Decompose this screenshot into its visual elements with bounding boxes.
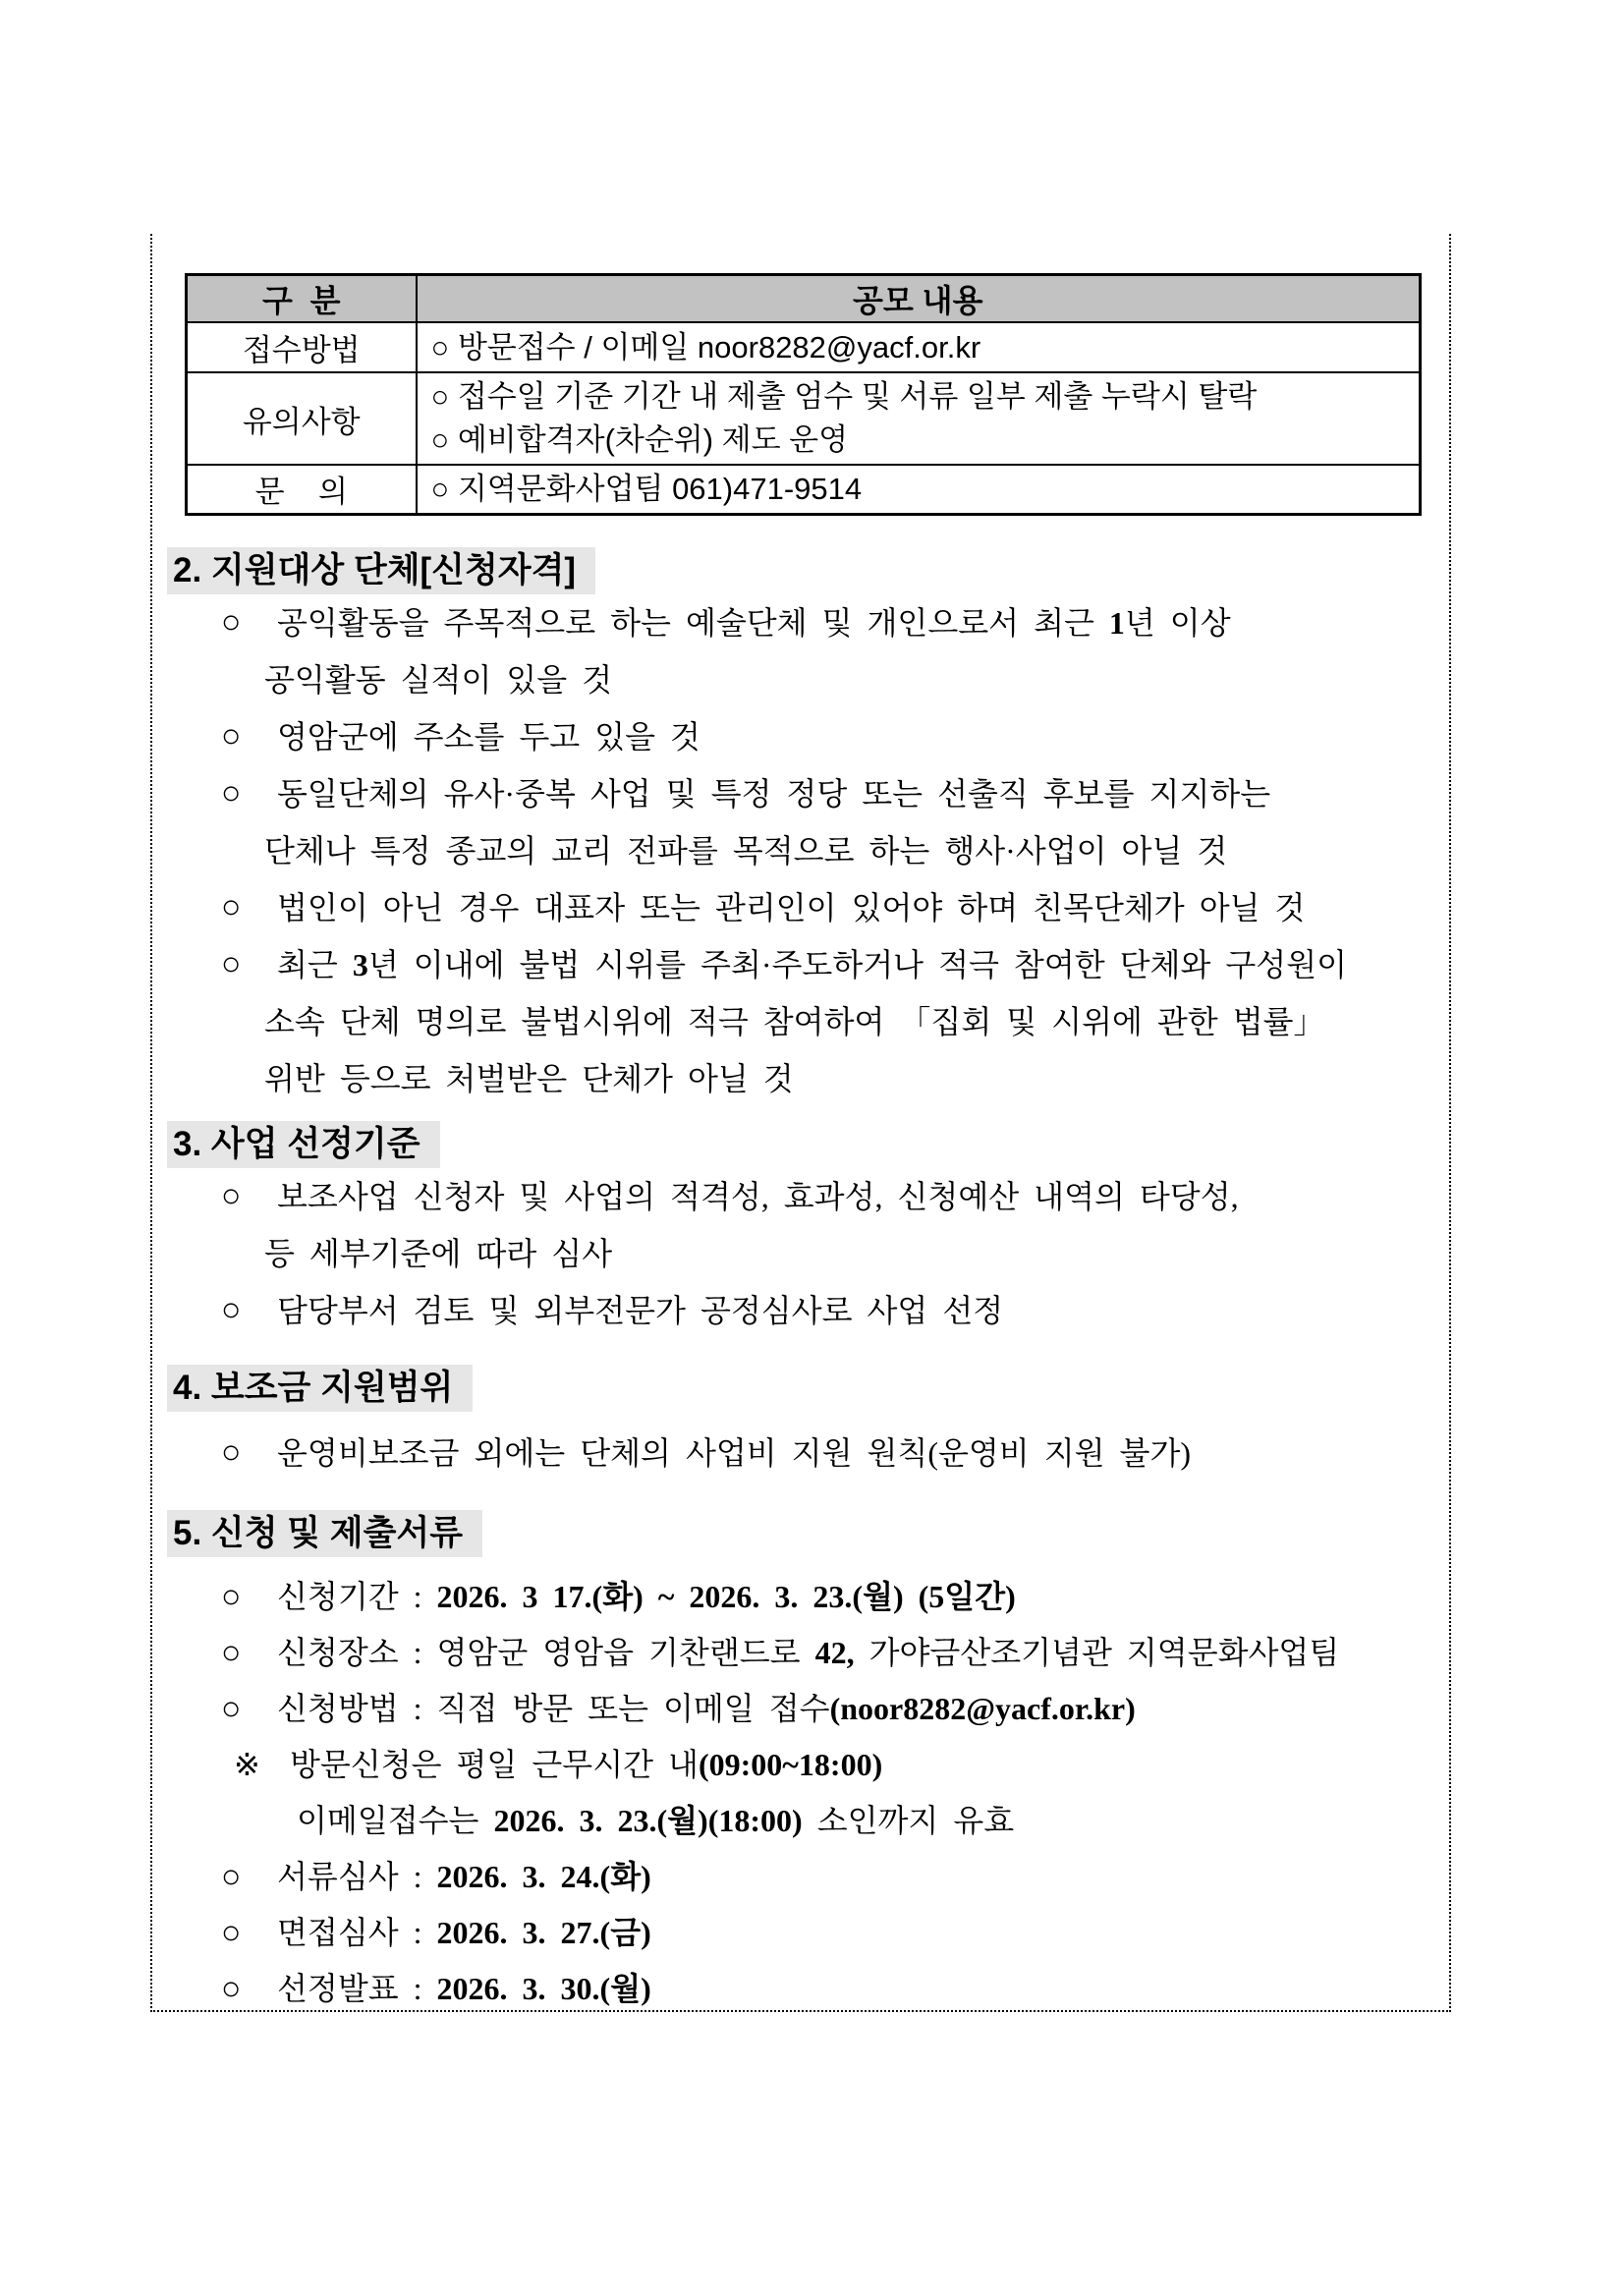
bullet-line [167, 822, 1449, 879]
bullet-line [167, 1625, 1449, 1681]
text-run: 동일단체의 유사·중복 사업 및 특정 정당 또는 선출직 후보를 지지하는 [277, 775, 1271, 812]
text-run: 1 [1108, 604, 1125, 641]
text-run: 등 세부기준에 따라 심사 [264, 1235, 613, 1271]
text-run: 공익활동을 주목적으로 하는 예술단체 및 개인으로서 최근 [277, 604, 1109, 641]
circle-bullet-marker: ○ [221, 888, 242, 925]
bullet-line [167, 1961, 1449, 2017]
circle-bullet-marker: ○ [221, 1914, 242, 1951]
bullet-line [167, 765, 1449, 822]
table-row [187, 465, 1421, 514]
text-run: 서류심사 : [277, 1858, 437, 1894]
row-content [417, 465, 1421, 514]
bullet-line [167, 1905, 1449, 1961]
text-run: 신청방법 : 직접 방문 또는 이메일 접수 [277, 1690, 830, 1726]
circle-bullet-marker: ○ [221, 1634, 242, 1671]
bullet-line [167, 936, 1449, 993]
note-line [167, 1737, 1449, 1793]
bullet-line [167, 1681, 1449, 1737]
bullet-line [167, 651, 1449, 708]
section-heading: 3. 사업 선정기준 [167, 1121, 440, 1168]
bullet-line [167, 1793, 1449, 1849]
text-run: 단체나 특정 종교의 교리 전파를 목적으로 하는 행사·사업이 아닐 것 [264, 832, 1228, 868]
row-content [417, 372, 1421, 465]
text-run: 보조사업 신청자 및 사업의 적격성, 효과성, 신청예산 내역의 타당성, [277, 1178, 1239, 1214]
section-list [167, 1425, 1449, 1482]
table-body [187, 322, 1421, 514]
row-content [417, 322, 1421, 372]
text-run: 신청기간 : [277, 1578, 437, 1614]
section-scope [167, 1339, 1449, 1482]
text-run: (09:00~18:00) [698, 1746, 883, 1782]
bullet-line [167, 1425, 1449, 1482]
text-run: 년 이내에 불법 시위를 주최·주도하거나 적극 참여한 단체와 구성원이 [367, 946, 1348, 982]
row-label: 유의사항 [187, 372, 417, 465]
section-heading: 2. 지원대상 단체[신청자격] [167, 547, 595, 594]
text-run: 선정발표 : [277, 1970, 437, 2006]
text-run: 42, [814, 1634, 855, 1670]
row-label: 문 의 [187, 465, 417, 514]
section-list [167, 1168, 1449, 1339]
circle-bullet-marker: ○ [221, 1291, 242, 1328]
text-run: 2026. 3 17.(화) ~ 2026. 3. 23.(월) (5일간) [436, 1578, 1016, 1614]
table-row [187, 372, 1421, 465]
section-list [167, 594, 1449, 1107]
text-run: 년 이상 [1124, 604, 1231, 641]
text-run: 2026. 3. 24.(화) [436, 1858, 651, 1894]
text-run: 가야금산조기념관 지역문화사업팀 [854, 1634, 1340, 1670]
content-line: ○ 예비합격자(차순위) 제도 운영 [430, 422, 849, 457]
text-run: 최근 [277, 946, 353, 982]
table-row [187, 322, 1421, 372]
reference-mark: ※ [234, 1746, 260, 1782]
circle-bullet-marker: ○ [221, 1433, 242, 1471]
bullet-line [167, 1225, 1449, 1282]
text-run: 위반 등으로 처벌받은 단체가 아닐 것 [264, 1060, 794, 1096]
circle-bullet-marker: ○ [221, 1690, 242, 1727]
bullet-line [167, 1050, 1449, 1107]
circle-bullet-marker: ○ [221, 1970, 242, 2007]
text-run: 담당부서 검토 및 외부전문가 공정심사로 사업 선정 [277, 1292, 1004, 1328]
text-run: 2026. 3. 23.(월)(18:00) [493, 1802, 803, 1838]
content-line: ○ 방문접수 / 이메일 noor8282@yacf.or.kr [430, 329, 981, 364]
text-run: 소속 단체 명의로 불법시위에 적극 참여하여 「집회 및 시위에 관한 법률」 [264, 1003, 1325, 1039]
bullet-line [167, 993, 1449, 1050]
content-line: ○ 지역문화사업팀 061)471-9514 [430, 471, 863, 506]
text-run: 이메일접수는 [297, 1802, 494, 1838]
circle-bullet-marker: ○ [221, 945, 242, 982]
text-run: 공익활동 실적이 있을 것 [264, 661, 613, 698]
circle-bullet-marker: ○ [221, 774, 242, 812]
circle-bullet-marker: ○ [221, 1578, 242, 1615]
bullet-line [167, 1282, 1449, 1339]
sections-container [152, 516, 1449, 2017]
bullet-line [167, 1168, 1449, 1225]
text-run: 신청장소 : 영암군 영암읍 기찬랜드로 [277, 1634, 815, 1670]
row-label: 접수방법 [187, 322, 417, 372]
text-run: 면접심사 : [277, 1914, 437, 1950]
table-header-row [187, 275, 1421, 323]
circle-bullet-marker: ○ [221, 1177, 242, 1214]
bullet-line [167, 708, 1449, 765]
bullet-line [167, 879, 1449, 936]
text-run: 2026. 3. 27.(금) [436, 1914, 651, 1950]
announcement-table [185, 273, 1422, 516]
bullet-line [167, 1569, 1449, 1625]
text-run: 소인까지 유효 [802, 1802, 1015, 1838]
section-list [167, 1569, 1449, 2017]
section-heading: 4. 보조금 지원범위 [167, 1365, 473, 1412]
page-content-frame [150, 234, 1451, 2012]
table-header-cell-category: 구 분 [187, 275, 417, 323]
section-criteria [167, 1107, 1449, 1339]
text-run: 운영비보조금 외에는 단체의 사업비 지원 원칙(운영비 지원 불가) [277, 1434, 1192, 1471]
text-run: (noor8282@yacf.or.kr) [829, 1690, 1136, 1726]
circle-bullet-marker: ○ [221, 603, 242, 641]
text-run: 영암군에 주소를 두고 있을 것 [277, 718, 700, 755]
text-run: 3 [352, 946, 368, 982]
circle-bullet-marker: ○ [221, 1858, 242, 1895]
content-line: ○ 접수일 기준 기간 내 제출 엄수 및 서류 일부 제출 누락시 탈락 [430, 379, 1258, 414]
section-eligibility [167, 516, 1449, 1107]
table-header-cell-content: 공모 내용 [417, 275, 1421, 323]
section-heading: 5. 신청 및 제출서류 [167, 1510, 482, 1557]
bullet-line [167, 594, 1449, 651]
circle-bullet-marker: ○ [221, 717, 242, 755]
text-run: 2026. 3. 30.(월) [436, 1970, 651, 2006]
bullet-line [167, 1849, 1449, 1905]
text-run: 법인이 아닌 경우 대표자 또는 관리인이 있어야 하며 친목단체가 아닐 것 [277, 889, 1306, 925]
text-run: 방문신청은 평일 근무시간 내 [290, 1746, 699, 1782]
section-apply [167, 1482, 1449, 2017]
